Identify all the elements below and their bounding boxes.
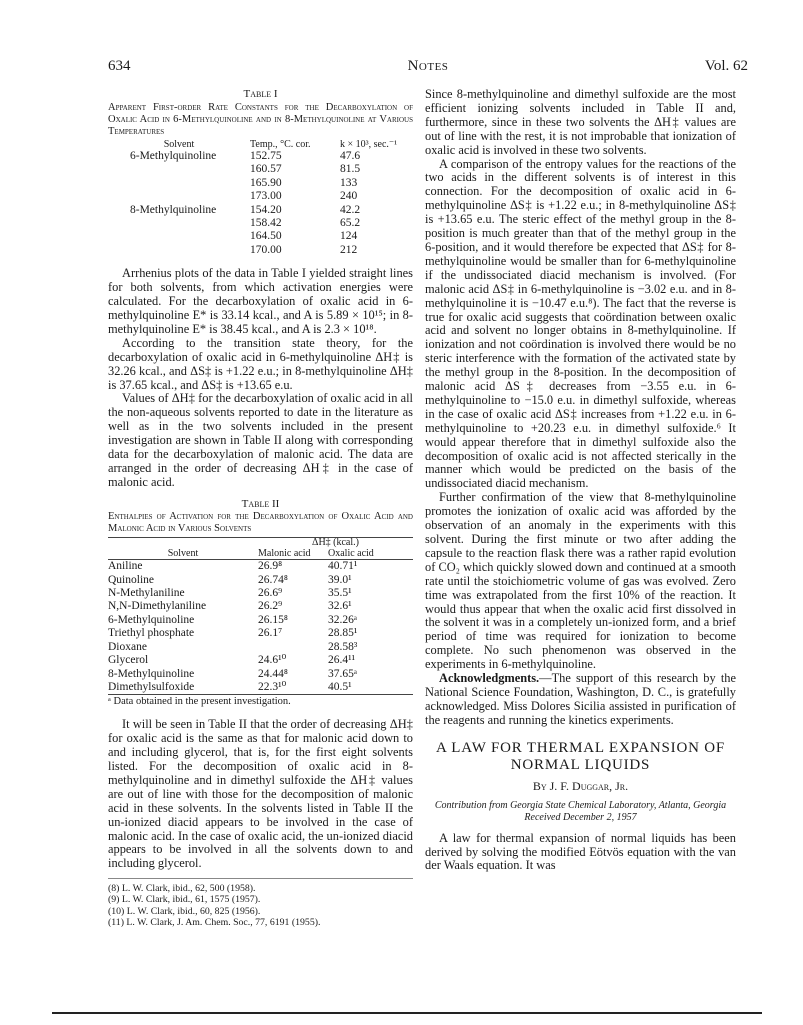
- left-paragraph: It will be seen in Table II that the order of decreasing ΔH‡ for oxalic acid is the same as that for malonic acid down to and including glycerol, that is, for the first eight solvents listed. For the decomposition of oxalic acid in 8-methylquinoline and in dimethyl sulfoxide the ΔH‡ values are out of line with those for the decomposition of malonic acid in these solvents. In the solvents listed in Table II the un-ionized diacid appears to be involved in the case of malonic acid. In the case of oxalic acid, the un-ionized diacid appears to be involved in all the solvents down to and including glycerol.: [108, 717, 413, 871]
- table-row: [108, 668, 413, 681]
- table2-cell-oxalic: 32.26ᵃ: [328, 613, 358, 626]
- table1-cell-temp: 170.00: [250, 243, 282, 256]
- table-row: [108, 681, 413, 695]
- table-row: [108, 150, 413, 163]
- table2-header-group: ΔH‡ (kcal.): [312, 537, 359, 549]
- table2-cell-malonic: 24.44⁸: [258, 667, 288, 680]
- table2-cell-malonic: [258, 641, 328, 654]
- left-column: [108, 88, 413, 928]
- table1-cell-temp: 158.42: [250, 217, 282, 230]
- acknowledgments: [425, 672, 736, 728]
- table2-cell-oxalic: 26.4¹¹: [328, 654, 356, 667]
- table2-title: Enthalpies of Activation for the Decarboxylation of Oxalic Acid and Malonic Acid in Various Solvents: [108, 511, 413, 535]
- table1-cell-k: 47.6: [340, 150, 361, 162]
- table1-cell-solvent: 8-Methylquinoline: [130, 203, 217, 216]
- right-paragraph: Since 8-methylquinoline and dimethyl sulfoxide are the most efficient ionizing solvents included in Table II and, furthermore, since in these two solvents the ΔH‡ values are out of line with the rest, it is not improbable that ionization of oxalic acid is involved in these two solvents.: [425, 87, 736, 157]
- article-received: Received December 2, 1957: [524, 811, 637, 823]
- table1-cell-k: 240: [340, 190, 358, 203]
- table1-cell-temp: 152.75: [250, 150, 282, 162]
- table-row: [108, 641, 413, 654]
- left-paragraph: Values of ΔH‡ for the decarboxylation of oxalic acid in all the non-aqueous solvents reported to date in the literature as well as in the two solvents included in the present investigation are shown in Table II along with corresponding data for the decarboxylation of malonic acid. The data are arranged in the order of decreasing ΔH‡ in the case of malonic acid.: [108, 391, 413, 489]
- table2-cell-solvent: N,N-Dimethylaniline: [108, 600, 207, 613]
- table2-header-malonic: Malonic acid: [258, 547, 311, 559]
- reference-item: (8) L. W. Clark, ibid., 62, 500 (1958).: [108, 883, 256, 895]
- right-paragraph: A comparison of the entropy values for the reactions of the two acids in the different solvents is of interest in this connection. For the decomposition of oxalic acid in 6-methylquinoline ΔS‡ is +1.22 e.u.; in 8-methylquinoline ΔS‡ is +13.65 e.u. The steric effect of the methyl group in the 8-position is much greater than that of the methyl group in the 6-position, and it would therefore be expected that ΔS‡ for 8-methylquinoline would be smaller than for 6-methylquinoline if the undissociated diacid mechanism is involved. (For malonic acid ΔS‡ in 6-methylquinoline is −3.02 e.u. and in 8-methylquinoline it is −10.47 e.u.⁸). The fact that the reverse is true for oxalic acid suggests that coördination between oxalic acid and solvent no longer obtains in 8-methylquinoline. If ionization and not coördination is involved there would be no steric interference with the formation of the activated state by the methyl group in the 8-position. In the decomposition of malonic acid ΔS‡ decreases from −3.55 e.u. in 6-methylquinoline to −15.0 e.u. in dimethyl sulfoxide, whereas in the case of oxalic acid ΔS‡ increases from +1.22 e.u. in 6-methylquinoline to +20.23 e.u. in dimethyl sulfoxide.⁶ It would appear therefore that in dimethyl sulfoxide also the decomposition of oxalic acid is not affected sterically in the manner which would be predicted on the basis of the undissociated diacid mechanism.: [425, 156, 736, 491]
- table2-cell-solvent: N-Methylaniline: [108, 587, 185, 600]
- table-row: [108, 600, 413, 613]
- table1-cell-k: 133: [340, 176, 358, 189]
- table2-cell-solvent: Glycerol: [108, 654, 149, 667]
- article-title: A LAW FOR THERMAL EXPANSION OF NORMAL LIQUIDS: [435, 739, 726, 773]
- table1-cell-solvent: 6-Methylquinoline: [130, 150, 217, 162]
- right-paragraph: Further confirmation of the view that 8-methylquinoline promotes the ionization of oxalic acid was afforded by the observation of an anomaly in the experiments with this solvent. During the first minute or two after adding the capsule to the reaction flask there was a rather rapid evolution of CO₂ which quickly slowed down and continued at a smooth rate until the stoichiometric volume of gas was evolved. Zero time was extrapolated from the first 10% of the reaction. It would thus appear that when the oxalic acid first dissolved in the solvent it was in a completely un-ionized form, and a brief period of time was required for ionization to become complete. No such phenomenon was observed in the experiments in 6-methylquinoline.: [425, 490, 736, 672]
- table-row: [108, 560, 413, 574]
- reference-item: (9) L. W. Clark, ibid., 61, 1575 (1957).: [108, 894, 261, 906]
- table1-cell-k: 65.2: [340, 217, 361, 230]
- table1-cell-solvent: [108, 217, 250, 230]
- table2-cell-malonic: 26.6⁹: [258, 587, 283, 600]
- table1-header-k: k × 10³, sec.⁻¹: [340, 138, 398, 150]
- table1-header-solvent: Solvent: [163, 138, 195, 150]
- table2-footnote: ᵃ Data obtained in the present investigation.: [108, 696, 291, 708]
- table1-title: Apparent First-order Rate Constants for the Decarboxylation of Oxalic Acid in 6-Methylquinoline and in 8-Methylquinoline at Various Temperatures: [108, 101, 413, 137]
- table1: [108, 140, 413, 258]
- table-row: [108, 244, 413, 257]
- table1-cell-temp: 160.57: [250, 163, 282, 176]
- table1-cell-solvent: [108, 163, 250, 176]
- table2-cell-malonic: 26.1⁷: [258, 627, 283, 640]
- table2-cell-malonic: 24.6¹⁰: [258, 654, 287, 667]
- running-head: Notes: [407, 58, 449, 74]
- table2-cell-solvent: Aniline: [108, 560, 143, 573]
- table-row: [108, 627, 413, 640]
- table1-cell-solvent: [108, 190, 250, 203]
- page-number: 634: [108, 58, 131, 74]
- table2-header-solvent: Solvent: [167, 547, 199, 559]
- table-row: [108, 574, 413, 587]
- table-row: [108, 654, 413, 667]
- table1-cell-k: 124: [340, 230, 358, 243]
- table-row: [108, 204, 413, 217]
- left-paragraph: According to the transition state theory, for the decarboxylation of oxalic acid in 6-methylquinoline ΔH‡ is 32.26 kcal., and ΔS‡ is +1.22 e.u.; in 8-methylquinoline ΔH‡ is 37.65 kcal., and ΔS‡ is +13.65 e.u.: [108, 335, 413, 392]
- table1-cell-temp: 165.90: [250, 176, 282, 189]
- page-header: [108, 58, 748, 78]
- table2-header-oxalic: Oxalic acid: [328, 547, 374, 559]
- table1-cell-k: 212: [340, 243, 358, 256]
- table2-cell-oxalic: 32.6¹: [328, 600, 352, 613]
- article-contribution: Contribution from Georgia State Chemical Laboratory, Atlanta, Georgia: [434, 799, 727, 811]
- table2-cell-malonic: 26.9⁸: [258, 560, 283, 573]
- article-byline: By J. F. Duggar, Jr.: [532, 778, 629, 793]
- table2: [108, 537, 413, 695]
- left-paragraph: Arrhenius plots of the data in Table I yielded straight lines for both solvents, from which activation energies were calculated. For the decarboxylation of oxalic acid in 6-methylquinoline E* is 33.14 kcal., and A is 5.89 × 10¹⁵; in 8-methylquinoline E* is 38.45 kcal., and A is 2.3 × 10¹⁸.: [108, 266, 413, 336]
- bottom-rule: [52, 1012, 762, 1014]
- table-row: [108, 177, 413, 190]
- table1-cell-temp: 164.50: [250, 230, 282, 243]
- table-row: [108, 614, 413, 627]
- table1-header-temp: Temp., °C. cor.: [250, 138, 311, 150]
- table-row: [108, 587, 413, 600]
- table1-cell-solvent: [108, 230, 250, 243]
- reference-item: (11) L. W. Clark, J. Am. Chem. Soc., 77, 6191 (1955).: [108, 916, 321, 928]
- table1-cell-temp: 173.00: [250, 190, 282, 203]
- table1-cell-k: 81.5: [340, 163, 361, 176]
- table2-cell-oxalic: 37.65ᵃ: [328, 667, 358, 680]
- table1-cell-k: 42.2: [340, 203, 361, 216]
- table2-cell-oxalic: 39.0¹: [328, 573, 352, 586]
- reference-item: (10) L. W. Clark, ibid., 60, 825 (1956).: [108, 905, 261, 917]
- table2-cell-oxalic: 40.71¹: [328, 560, 358, 573]
- references: [108, 878, 413, 928]
- table2-cell-solvent: Dioxane: [108, 640, 147, 653]
- table2-cell-malonic: 26.15⁸: [258, 613, 288, 626]
- acknowledgments-heading: Acknowledgments.: [439, 671, 540, 686]
- table2-cell-oxalic: 40.5¹: [328, 680, 352, 693]
- table2-cell-oxalic: 28.58³: [328, 640, 358, 653]
- table2-cell-oxalic: 35.5¹: [328, 587, 352, 600]
- table1-cell-solvent: [108, 244, 250, 257]
- table2-cell-solvent: Dimethylsulfoxide: [108, 680, 195, 693]
- table2-cell-solvent: Triethyl phosphate: [108, 627, 195, 640]
- table-row: [108, 190, 413, 203]
- table2-cell-solvent: 6-Methylquinoline: [108, 613, 195, 626]
- table1-caption: Table I: [243, 88, 278, 100]
- table-row: [108, 163, 413, 176]
- table-row: [108, 230, 413, 243]
- table2-cell-malonic: 26.74⁸: [258, 573, 288, 586]
- acknowledgments-text: —The support of this research by the National Science Foundation, Washington, D. C., is gratefully acknowledged. Miss Dolores Sicilia assisted in purification of the reagents and running the kinetics experiments.: [425, 671, 736, 727]
- table-row: [108, 217, 413, 230]
- table2-cell-malonic: 22.3¹⁰: [258, 680, 287, 693]
- table2-caption: Table II: [241, 497, 280, 510]
- right-column: [425, 88, 736, 873]
- table2-cell-solvent: Quinoline: [108, 573, 154, 586]
- table1-cell-solvent: [108, 177, 250, 190]
- volume-label: Vol. 62: [704, 58, 748, 74]
- table2-cell-solvent: 8-Methylquinoline: [108, 667, 195, 680]
- table2-cell-malonic: 26.2⁹: [258, 600, 283, 613]
- table1-cell-temp: 154.20: [250, 203, 282, 216]
- article-intro: A law for thermal expansion of normal liquids has been derived by solving the modified Eötvös equation with the van der Waals equation. It was: [425, 830, 736, 873]
- table2-cell-oxalic: 28.85¹: [328, 627, 358, 640]
